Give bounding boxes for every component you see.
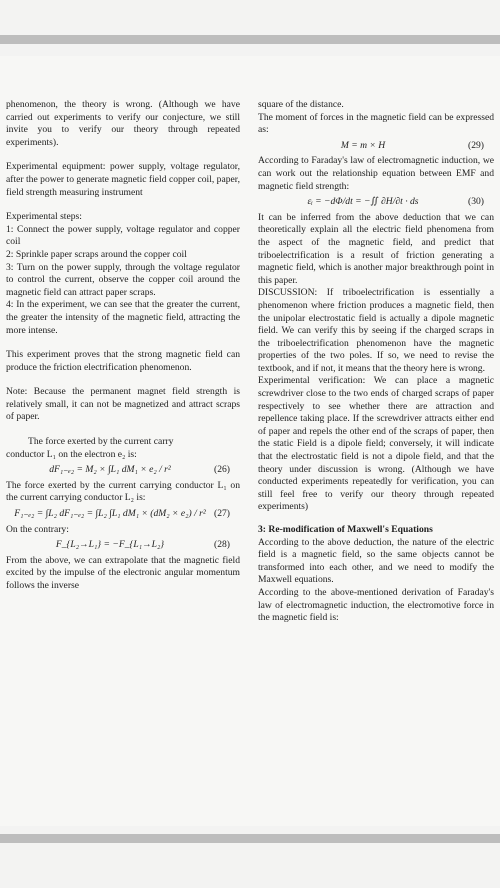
emf-paragraph: According to the above-mentioned derivation of Faraday's law of electromagnetic induction, the electromotive force in the magnetic field is:	[258, 586, 494, 624]
equation-26	[6, 464, 240, 477]
faraday-paragraph: According to Faraday's law of electromagnetic induction, we can work out the relationship equation between EMF and magnetic field strength:	[258, 155, 494, 192]
left-paragraph-1: phenomenon, the theory is wrong. (Although we have carried out experiments to verify our conjecture, we still invite you to verify our theory through repeated experiments).	[6, 99, 240, 148]
equation-30-number: (30)	[468, 196, 484, 208]
step-1: 1: Connect the power supply, voltage regulator and copper coil	[6, 223, 240, 248]
extrapolate-paragraph: From the above, we can extrapolate that the magnetic field excited by the impulse of the electronic angular momentum follows the inverse	[6, 554, 240, 591]
step-3: 3: Turn on the power supply, through the voltage regulator to control the current, observe the copper coil around the magnetic field can attract paper scraps.	[6, 261, 240, 298]
step-2: 2: Sprinkle paper scraps around the copper coil	[6, 248, 187, 260]
experiment-proof-paragraph: This experiment proves that the strong magnetic field can produce the friction electrification phenomenon.	[6, 349, 240, 373]
equation-30	[258, 196, 494, 209]
discussion-paragraph: DISCUSSION: If triboelectrification is essentially a phenomenon where friction produces a magnetic field, then the unipolar electrostatic field is actually a dipole magnetic field. We can verify this by seeing if the charged scraps in the triboelectrification phenomenon have the magnetic properties of the two poles. If so, we need to revise the textbook, and if not, it means that the theory here is wrong.	[258, 287, 494, 374]
equation-27-formula: F₁₋ₑ₂ = ∫L₂ dF₁₋ₑ₂ = ∫L₂ ∫L₁ dM₁ × (dM₂ × e₂) / r²	[14, 508, 206, 520]
equation-28-number: (28)	[214, 539, 230, 551]
equipment-paragraph: Experimental equipment: power supply, voltage regulator, after the power to generate magnetic field copper coil, paper, field strength measuring instrument	[6, 161, 240, 198]
bottom-divider-bar	[0, 834, 500, 843]
moment-paragraph: The moment of forces in the magnetic field can be expressed as:	[258, 111, 494, 136]
maxwell-paragraph: According to the above deduction, the nature of the electric field is a magnetic field, so the same objects cannot be transformed into each other, and we need to modify the Maxwell equations.	[258, 536, 494, 586]
equation-27	[6, 508, 240, 521]
section-heading-maxwell: 3: Re-modification of Maxwell's Equations	[258, 524, 433, 535]
equation-27-number: (27)	[214, 508, 230, 520]
paper-page	[0, 56, 500, 826]
steps-title: Experimental steps:	[6, 211, 82, 223]
on-the-contrary-line: On the contrary:	[6, 523, 69, 535]
equation-28-formula: F_{L₂→L₁} = −F_{L₁→L₂}	[55, 539, 165, 551]
equation-29-number: (29)	[468, 139, 484, 151]
equation-30-formula: εᵢ = −dΦ/dt = −∬ ∂H/∂t · ds	[307, 196, 419, 208]
right-column	[258, 99, 494, 625]
equation-29	[258, 140, 494, 153]
step-4: 4: In the experiment, we can see that the greater the current, the greater the intensity of the magnetic field, attracting the more intense.	[6, 299, 240, 336]
inference-paragraph: It can be inferred from the above deduction that we can theoretically explain all the electric field phenomena from the aspect of the magnetic field, and predict that triboelectrification is a result of friction generating a magnetic field, which is another major breakthrough point in this paper.	[258, 211, 494, 286]
equation-28	[6, 539, 240, 552]
force-conductor-paragraph: The force exerted by the current carrying conductor L₁ on the current carrying conductor L₂ is:	[6, 479, 240, 504]
verification-paragraph: Experimental verification: We can place a magnetic screwdriver close to the two ends of charged scraps of paper respectively to see whether there are attraction and repellence taking place. If the screwdriver attracts either end of paper and repels the other end of the scraps of paper, then the static Field is a dipole field; conversely, it will indicate that the electrostatic field is not a dipole field, and that the theory under discussion is wrong. (Although we have conducted experiments repeatedly for verification, you can still feel free to verify our theory through repeated experiments)	[258, 375, 494, 513]
right-paragraph-1: square of the distance.	[258, 99, 344, 110]
left-column	[6, 99, 240, 593]
force-intro-line-2: conductor L₁ on the electron e₂ is:	[6, 448, 137, 460]
equation-29-formula: M = m × H	[340, 139, 386, 151]
equation-26-formula: dF₁₋ₑ₂ = M₂ × ∫L₁ dM₁ × e₂ / r²	[49, 464, 171, 476]
top-divider-bar	[0, 35, 500, 44]
equation-26-number: (26)	[214, 464, 230, 476]
force-intro-line: The force exerted by the current carry	[28, 436, 174, 448]
note-paragraph: Note: Because the permanent magnet field strength is relatively small, it can not be magnetized and attract scraps of paper.	[6, 386, 240, 423]
